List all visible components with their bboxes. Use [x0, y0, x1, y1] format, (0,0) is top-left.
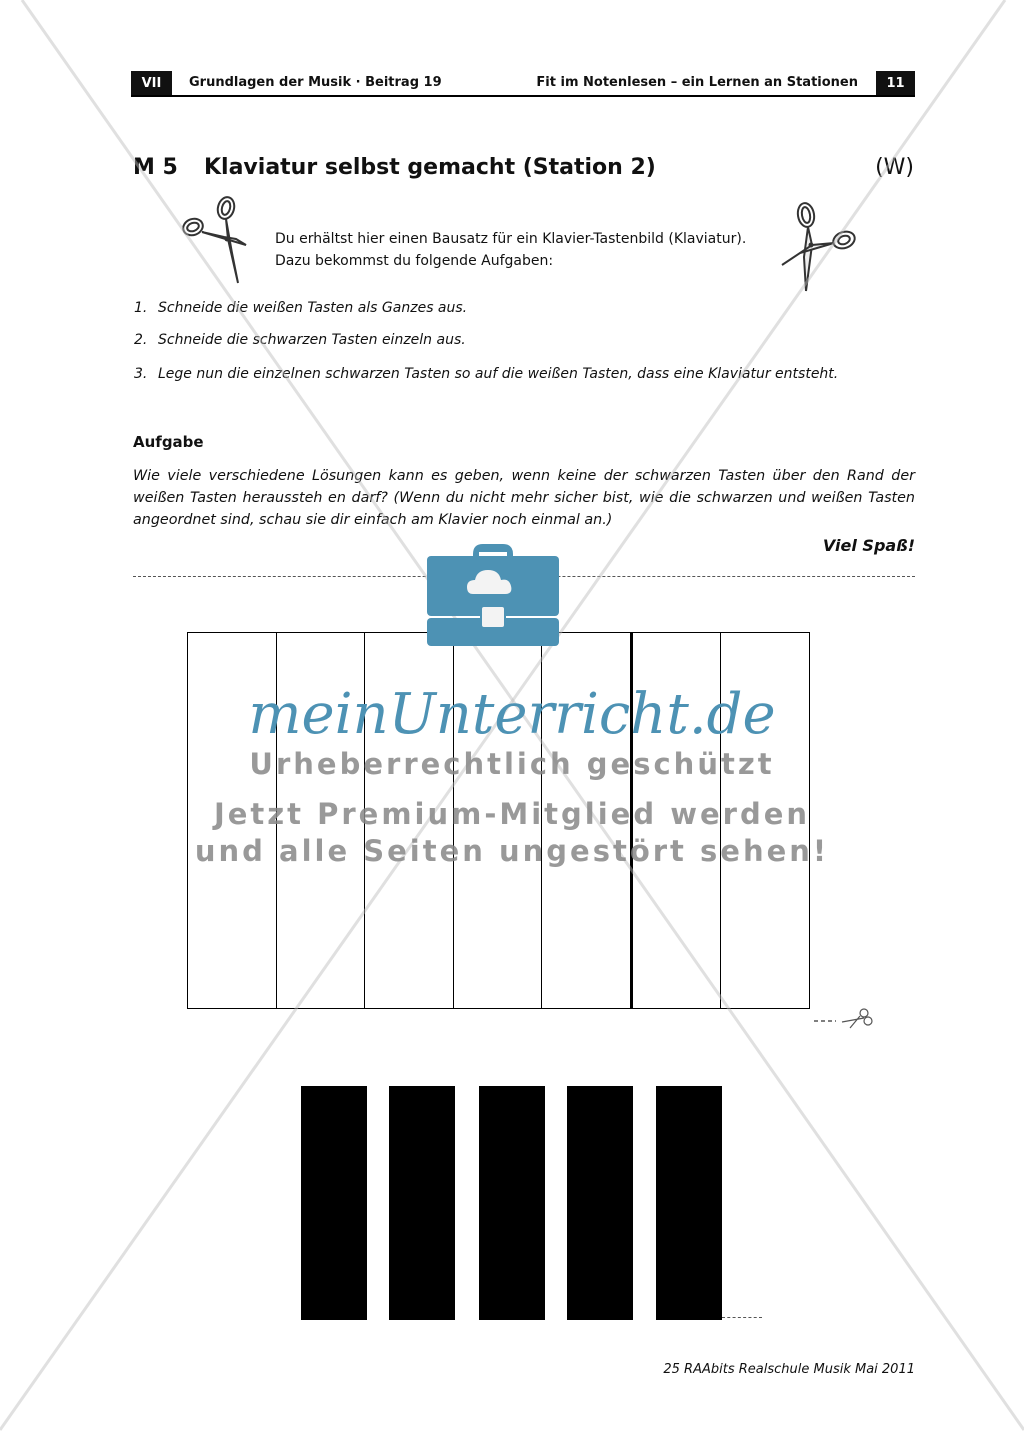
level-tag: (W) [875, 155, 914, 180]
scissors-icon [776, 197, 862, 293]
closing-text: Viel Spaß! [822, 536, 915, 555]
header-rule [131, 95, 915, 97]
task-text: Schneide die schwarzen Tasten einzeln aus. [158, 332, 466, 348]
black-key [656, 1086, 722, 1320]
black-key [567, 1086, 633, 1320]
section-badge: VII [131, 71, 172, 96]
watermark-line-2: Jetzt Premium-Mitglied werden [213, 797, 811, 831]
school-bag-icon [425, 542, 561, 652]
header-right-title: Fit im Notenlesen – ein Lernen an Stationen [536, 75, 858, 90]
black-key [389, 1086, 455, 1320]
task-number: 3. [134, 366, 148, 382]
black-key [479, 1086, 545, 1320]
watermark-line-3: und alle Seiten ungestört sehen! [194, 834, 830, 868]
exercise-heading: Aufgabe [133, 433, 204, 451]
watermark-logo: meinUnterricht.de [248, 682, 776, 747]
task-number: 1. [134, 300, 148, 316]
task-text: Lege nun die einzelnen schwarzen Tasten so auf die weißen Tasten, dass eine Klaviatur entsteht. [158, 366, 839, 382]
intro-line-2: Dazu bekommst du folgende Aufgaben: [275, 253, 554, 269]
scissors-cut-mark-icon [812, 1006, 876, 1030]
exercise-body: Wie viele verschiedene Lösungen kann es geben, wenn keine der schwarzen Tasten über den Rand der weißen Tasten heraussteh en darf? (Wenn du nicht mehr sicher bist, wie die schwarzen und weißen Tasten angeordnet sind, schau sie dir einfach am Klavier noch einmal an.) [133, 468, 915, 528]
task-item [134, 363, 838, 385]
header-left-title: Grundlagen der Musik · Beitrag 19 [189, 75, 442, 90]
material-code: M 5 [133, 155, 178, 180]
task-item [134, 297, 467, 319]
black-keys-cutout [301, 1086, 721, 1320]
black-key [301, 1086, 367, 1320]
scissors-icon [176, 193, 248, 285]
cut-line [722, 1317, 762, 1318]
watermark-line-1: Urheberrechtlich geschützt [249, 747, 775, 781]
footer-source: 25 RAAbits Realschule Musik Mai 2011 [663, 1362, 915, 1377]
task-text: Schneide die weißen Tasten als Ganzes aus. [158, 300, 468, 316]
task-item [134, 329, 466, 351]
intro-line-1: Du erhältst hier einen Bausatz für ein Klavier-Tastenbild (Klaviatur). [275, 231, 747, 247]
task-number: 2. [134, 332, 148, 348]
intro-text [275, 228, 746, 272]
page-number: 11 [876, 71, 915, 96]
page-title: Klaviatur selbst gemacht (Station 2) [204, 155, 656, 180]
